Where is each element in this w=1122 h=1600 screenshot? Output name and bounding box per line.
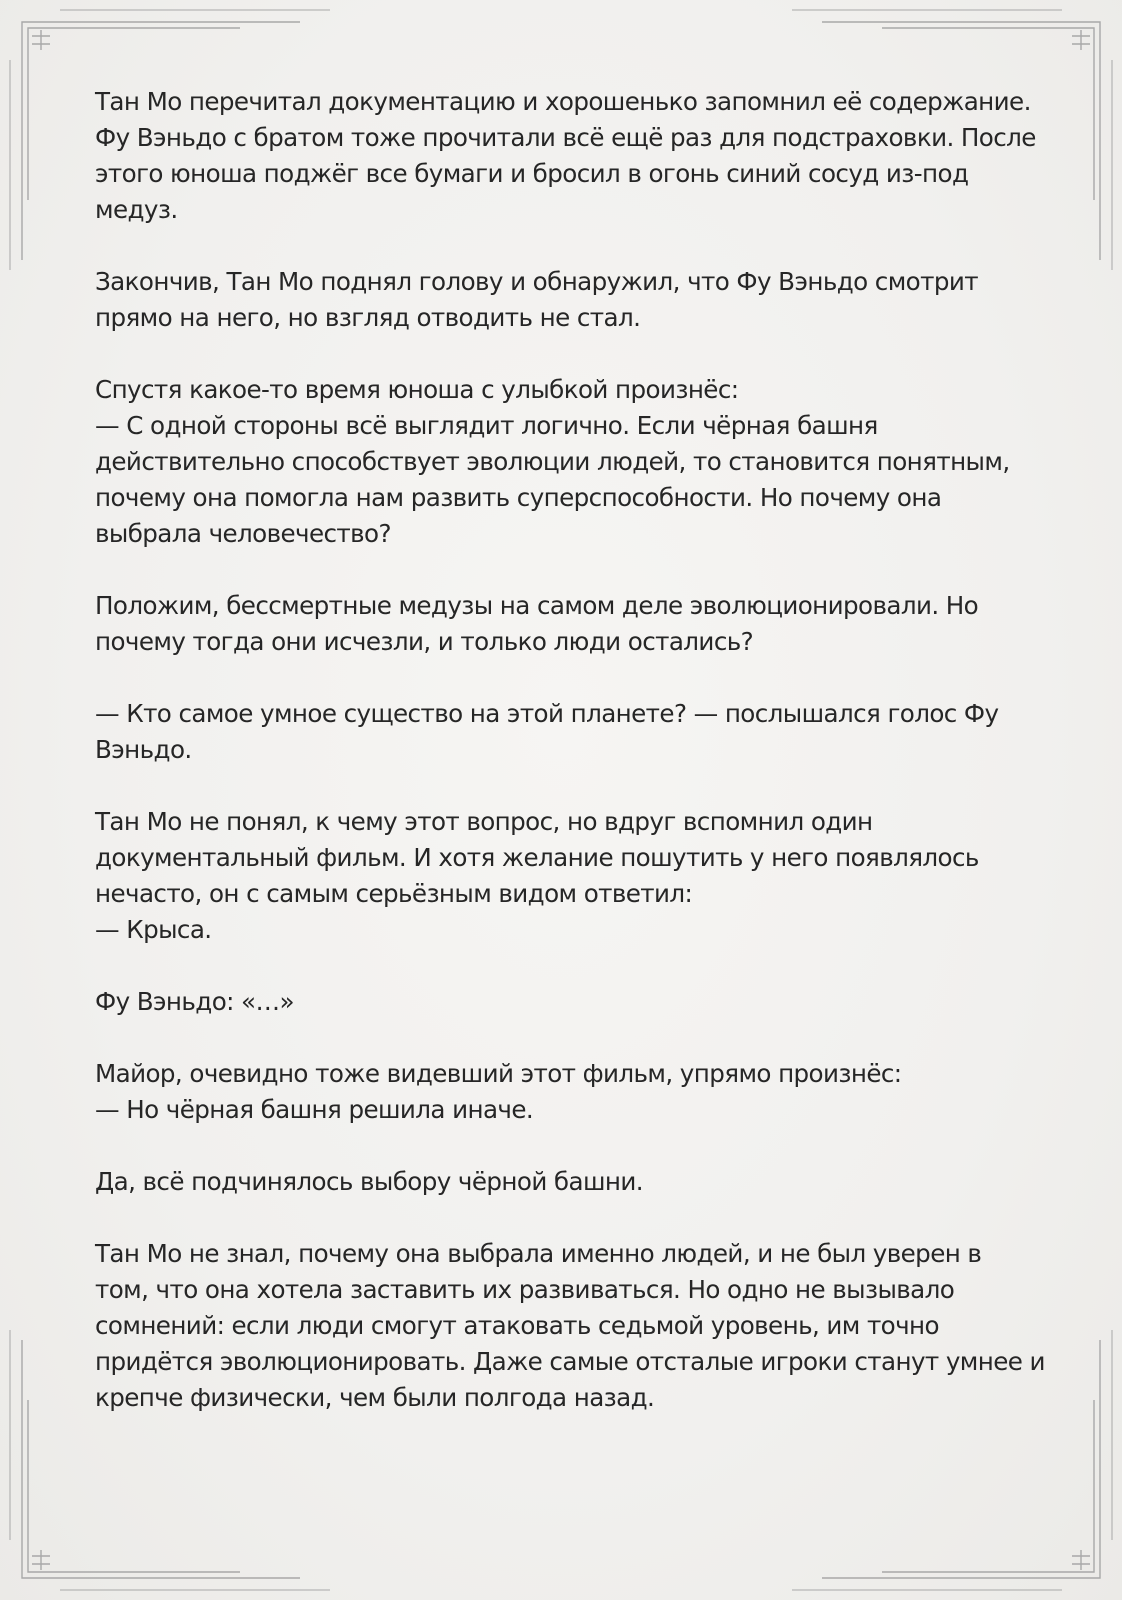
text-line: — Крыса.	[95, 915, 212, 944]
paragraph	[95, 84, 1035, 228]
paragraph	[95, 1056, 1035, 1128]
text-line: Фу Вэньдо: «…»	[95, 987, 294, 1016]
text-line: прямо на него, но взгляд отводить не стал.	[95, 303, 641, 332]
paragraph	[95, 804, 1035, 948]
text-line: Тан Мо не знал, почему она выбрала именно людей, и не был уверен в	[95, 1239, 982, 1268]
text-line: Тан Мо не понял, к чему этот вопрос, но вдруг вспомнил один	[95, 807, 873, 836]
chapter-text	[95, 84, 1045, 1452]
text-line: — Кто самое умное существо на этой планете? — послышался голос Фу	[95, 699, 999, 728]
text-line: документальный фильм. И хотя желание пошутить у него появлялось	[95, 843, 979, 872]
paragraph	[95, 264, 1035, 336]
paragraph	[95, 1236, 1045, 1416]
text-line: медуз.	[95, 195, 178, 224]
text-line: нечасто, он с самым серьёзным видом ответил:	[95, 879, 693, 908]
text-line: выбрала человечество?	[95, 519, 391, 548]
text-line: Вэньдо.	[95, 735, 192, 764]
text-line: действительно способствует эволюции людей, то становится понятным,	[95, 447, 1010, 476]
text-line: крепче физически, чем были полгода назад.	[95, 1383, 655, 1412]
text-line: почему она помогла нам развить суперспособности. Но почему она	[95, 483, 942, 512]
text-line: Закончив, Тан Мо поднял голову и обнаружил, что Фу Вэньдо смотрит	[95, 267, 978, 296]
text-line: том, что она хотела заставить их развиваться. Но одно не вызывало	[95, 1275, 955, 1304]
text-line: придётся эволюционировать. Даже самые отсталые игроки станут умнее и	[95, 1347, 1045, 1376]
text-line: Положим, бессмертные медузы на самом деле эволюционировали. Но	[95, 591, 979, 620]
text-line: Да, всё подчинялось выбору чёрной башни.	[95, 1167, 643, 1196]
text-line: этого юноша поджёг все бумаги и бросил в огонь синий сосуд из-под	[95, 159, 969, 188]
paragraph	[95, 372, 1035, 552]
text-line: Майор, очевидно тоже видевший этот фильм, упрямо произнёс:	[95, 1059, 902, 1088]
paragraph	[95, 588, 1035, 660]
paragraph	[95, 696, 1035, 768]
paragraph	[95, 1164, 1035, 1200]
text-line: сомнений: если люди смогут атаковать седьмой уровень, им точно	[95, 1311, 939, 1340]
paragraph	[95, 984, 1035, 1020]
text-line: почему тогда они исчезли, и только люди остались?	[95, 627, 754, 656]
text-line: Тан Мо перечитал документацию и хорошенько запомнил её содержание.	[95, 87, 1031, 116]
text-line: — Но чёрная башня решила иначе.	[95, 1095, 534, 1124]
text-line: Фу Вэньдо с братом тоже прочитали всё ещё раз для подстраховки. После	[95, 123, 1036, 152]
text-line: — С одной стороны всё выглядит логично. Если чёрная башня	[95, 411, 878, 440]
text-line: Спустя какое-то время юноша с улыбкой произнёс:	[95, 375, 739, 404]
